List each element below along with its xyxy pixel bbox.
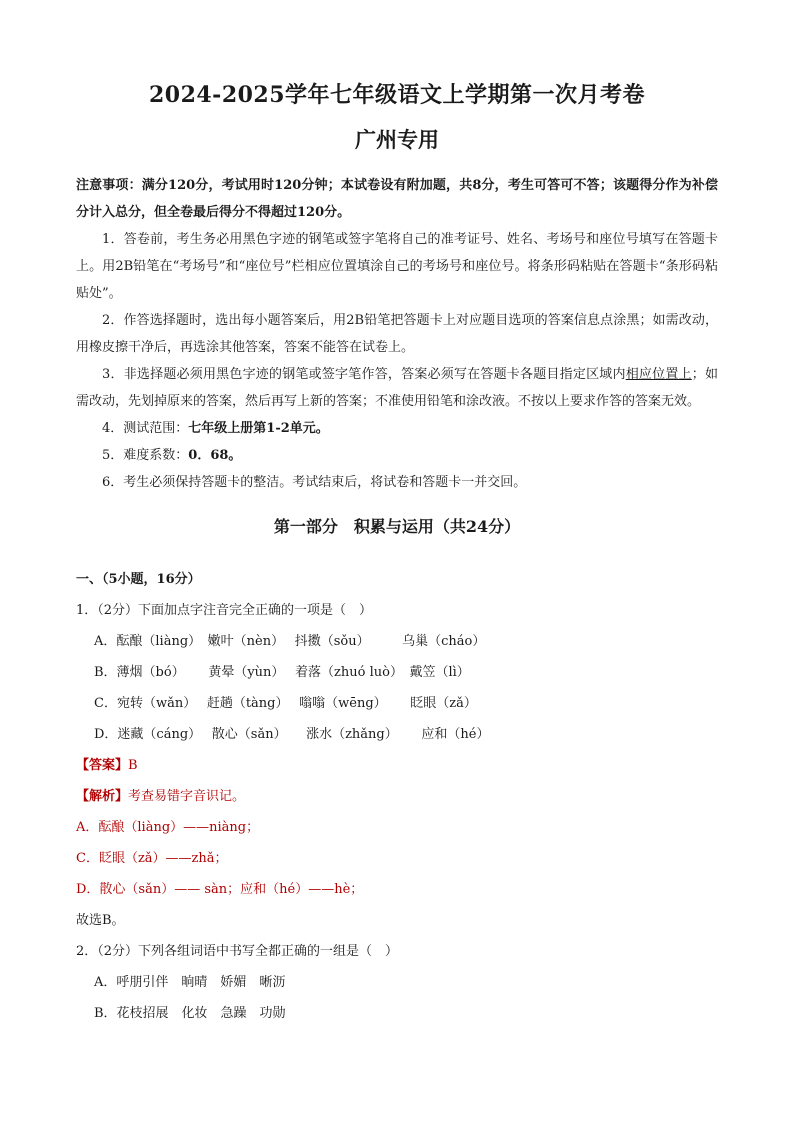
- note-item-4-value: 七年级上册第1-2单元。: [188, 421, 329, 436]
- answer-tag: 【答案】: [76, 758, 129, 773]
- note-item-3-underline: 相应位置上: [625, 367, 692, 382]
- q1-conclusion: 故选B。: [76, 913, 125, 928]
- note-item-4-label: 4．测试范围：: [102, 421, 189, 436]
- note-item-3-b: ；如需改动，先划掉原来的答案，然后再写上新的答案；不准使用铅笔和涂改液。不按以上要求作答的答案无效。: [76, 367, 718, 409]
- answer-value: B: [128, 758, 138, 773]
- note-item-6: 6．考生必须保持答题卡的整洁。考试结束后，将试卷和答题卡一并交回。: [102, 475, 527, 490]
- q1-fix-d: D．散心（sǎn）—— sàn；应和（hé）——hè；: [76, 882, 364, 897]
- section-title: 第一部分 积累与运用（共24分）: [273, 517, 521, 536]
- q1-option-a: A．酝酿（liàng） 嫩叶（nèn） 抖擞（sǒu） 乌巢（cháo）: [94, 634, 486, 649]
- note-item-4: [76, 415, 718, 442]
- page-title: 2024-2025学年七年级语文上学期第一次月考卷: [148, 82, 646, 108]
- note-item-3-a: 3．非选择题必须用黑色字迹的钢笔或签字笔作答，答案必须写在答题卡各题目指定区域内: [102, 367, 626, 382]
- notes-block: [76, 172, 718, 496]
- q1-analysis: [76, 781, 718, 812]
- note-item-2: 2．作答选择题时，选出每小题答案后，用2B铅笔把答题卡上对应题目选项的答案信息点涂黑；如需改动，用橡皮擦干净后，再选涂其他答案，答案不能答在试卷上。: [76, 313, 718, 355]
- q1-option-c: C．宛转（wǎn） 赶趟（tàng） 嗡嗡（wēng） 眨眼（zǎ）: [94, 696, 477, 711]
- notes-heading: 注意事项：: [76, 178, 142, 193]
- note-item-5-label: 5．难度系数：: [102, 448, 189, 463]
- note-item-1: 1．答卷前，考生务必用黑色字迹的钢笔或签字笔将自己的准考证号、姓名、考场号和座位号填写在答题卡上。用2B铅笔在“考场号”和“座位号”栏相应位置填涂自己的考场号和座位号。将条形码粘贴在答题卡“条形码粘贴处”。: [76, 232, 718, 301]
- page-subtitle: 广州专用: [355, 127, 439, 152]
- q2-option-b: B．花枝招展 化妆 急躁 功勋: [94, 1006, 286, 1021]
- q1-option-d: D．迷藏（cáng） 散心（sǎn） 涨水（zhǎng） 应和（hé）: [94, 727, 490, 742]
- q2-stem: 2．（2分）下列各组词语中书写全都正确的一组是（ ）: [76, 944, 399, 959]
- q2-option-a: A．呼朋引伴 晌晴 娇媚 晰沥: [94, 975, 286, 990]
- notes-intro: [76, 172, 718, 226]
- part-heading: 一、（5小题，16分）: [76, 572, 201, 587]
- q1-option-b: B．薄烟（bó） 黄晕（yùn） 着落（zhuó luò） 戴笠（lì）: [94, 665, 470, 680]
- questions-block: [76, 564, 718, 1029]
- analysis-tag: 【解析】: [76, 789, 129, 804]
- note-item-5: [76, 442, 718, 469]
- notes-intro-text: 满分120分，考试用时120分钟；本试卷设有附加题，共8分，考生可答可不答；该题得分作为补偿分计入总分，但全卷最后得分不得超过120分。: [76, 178, 718, 220]
- note-item-5-value: 0．68。: [188, 448, 242, 463]
- q1-fix-c: C．眨眼（zǎ）——zhǎ；: [76, 851, 228, 866]
- q1-answer: [76, 750, 718, 781]
- note-item-3: [76, 361, 718, 415]
- q1-stem: 1．（2分）下面加点字注音完全正确的一项是（ ）: [76, 603, 373, 618]
- analysis-text: 考查易错字音识记。: [128, 789, 246, 804]
- q1-fix-a: A．酝酿（liàng）——niàng；: [76, 820, 260, 835]
